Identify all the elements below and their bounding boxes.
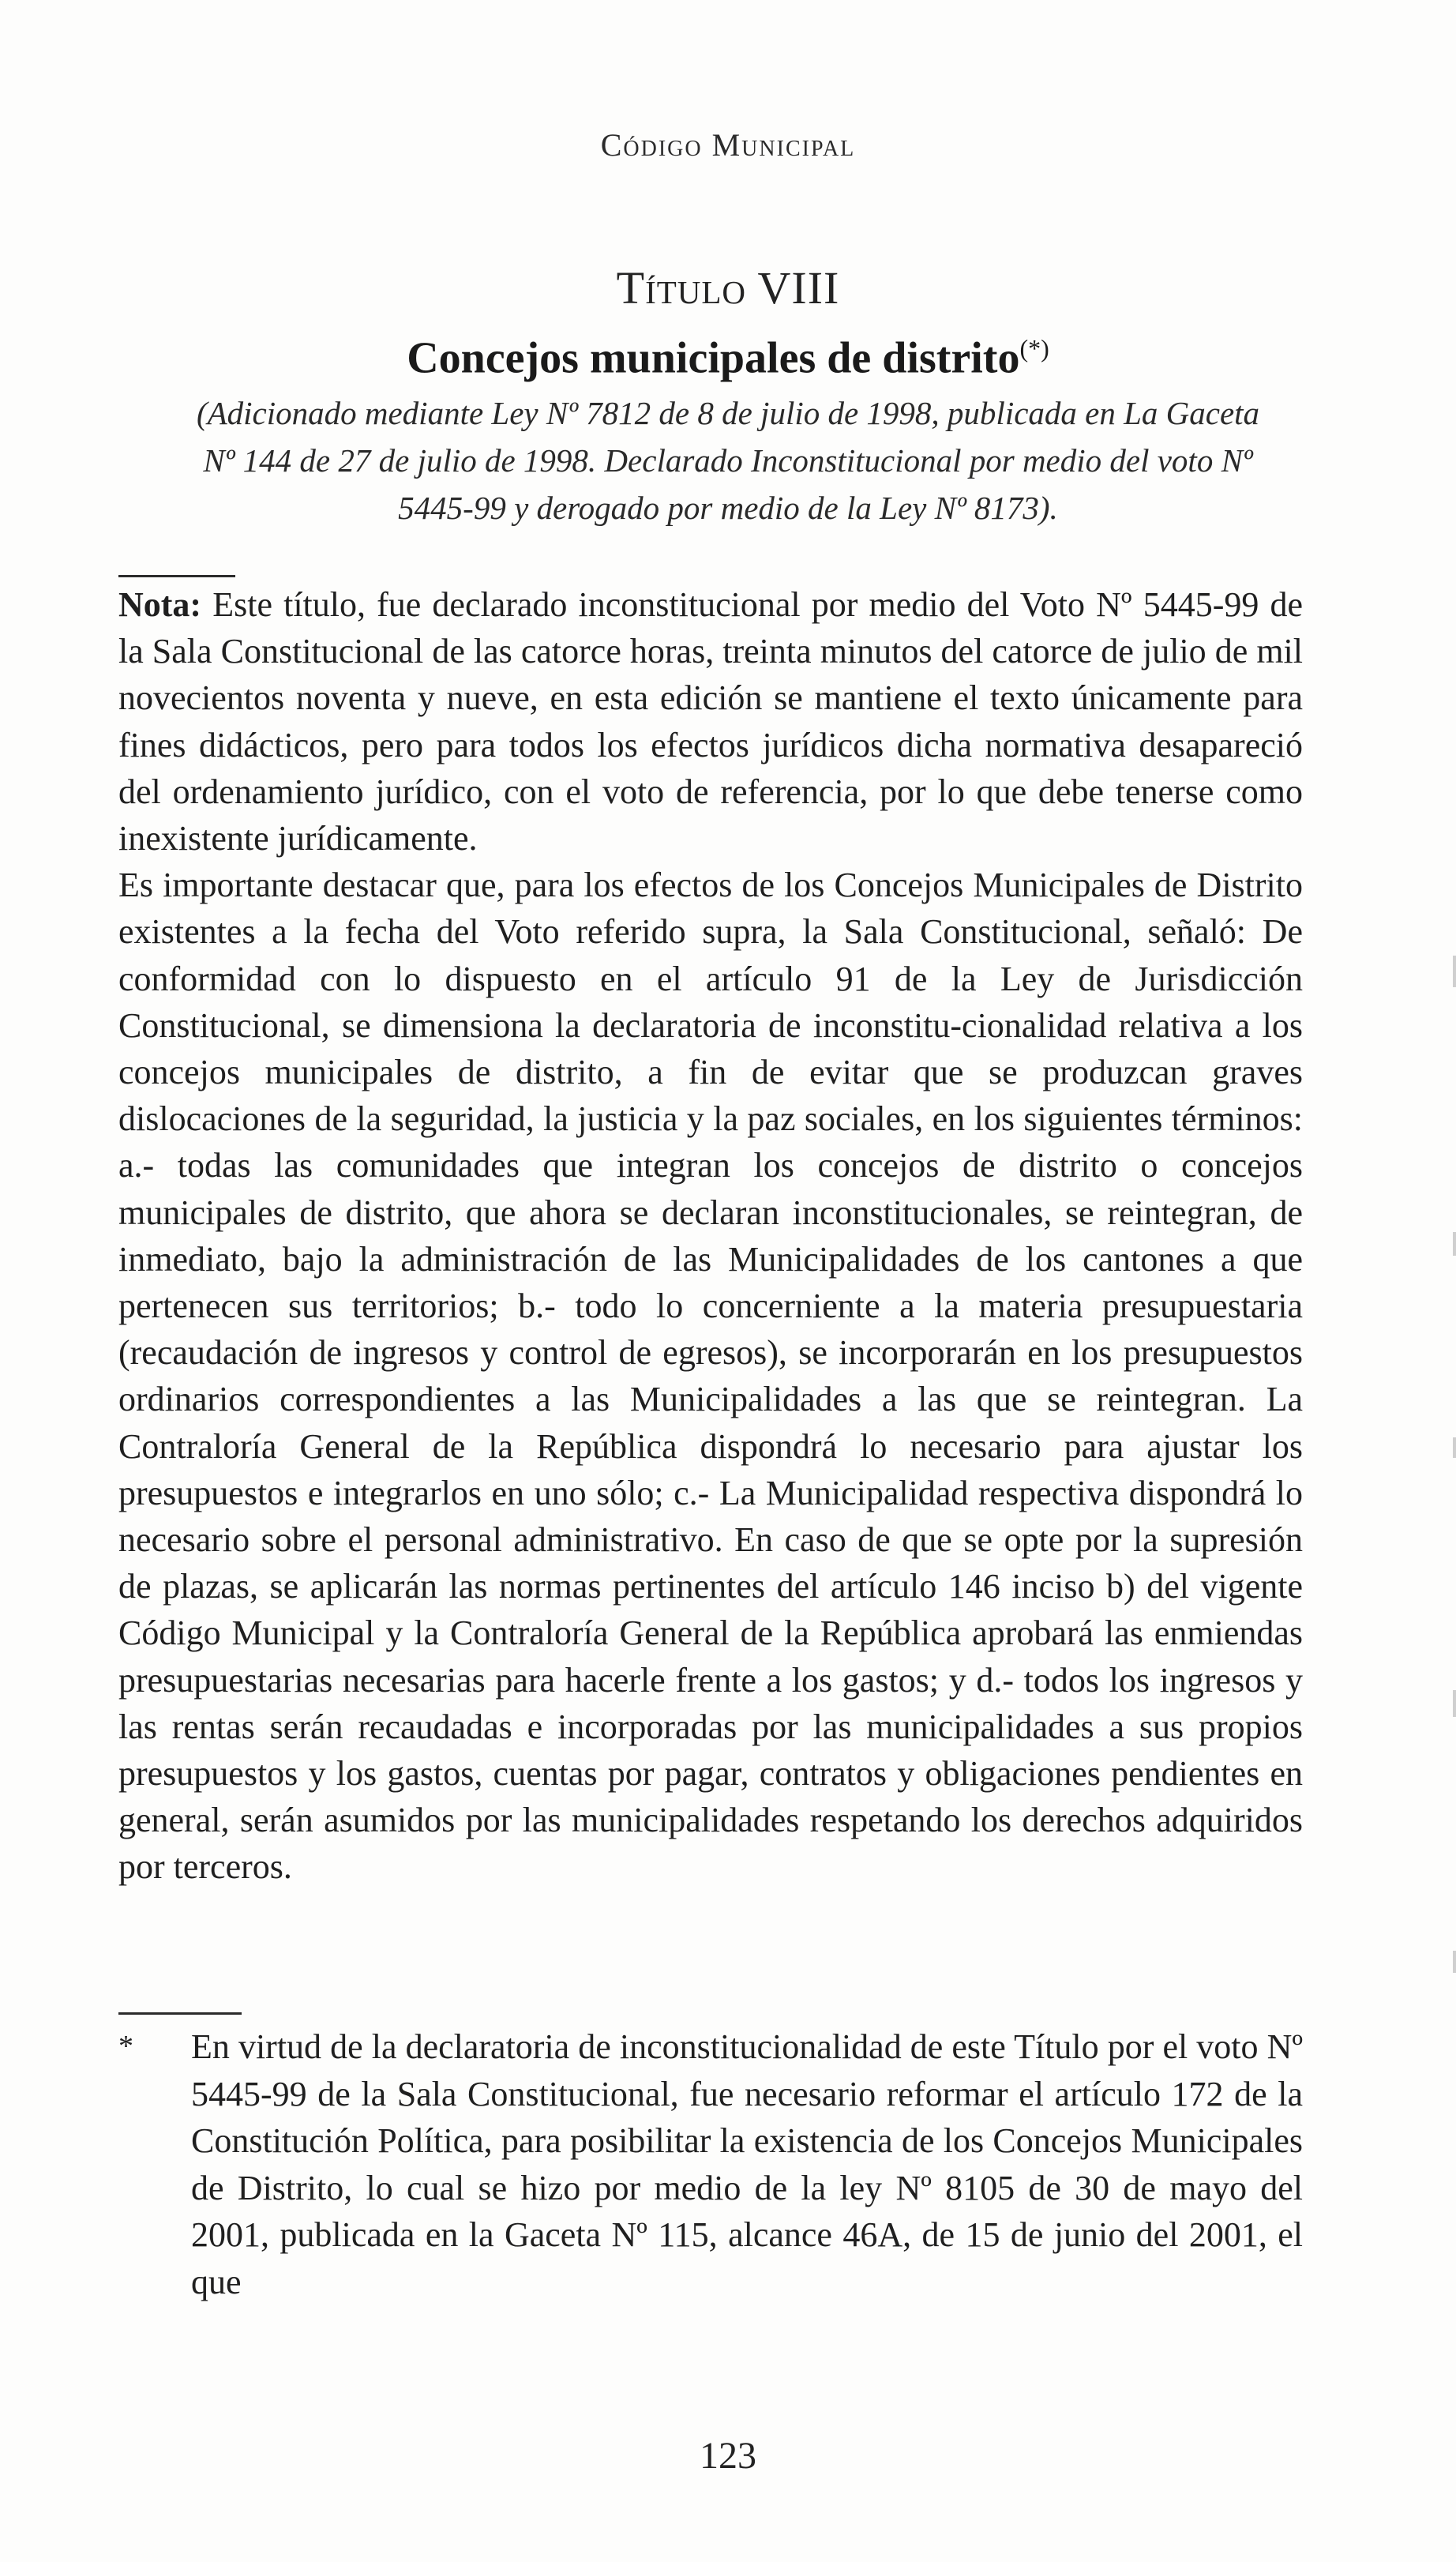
- page-number: 123: [700, 2435, 756, 2477]
- title-heading-text: Concejos municipales de distrito: [407, 333, 1020, 383]
- note-separator-rule: [118, 575, 235, 577]
- note-paragraph-2: Es importante destacar que, para los efectos de los Concejos Municipales de Distrito existentes a la fecha del Voto referido supra, la Sala Constitucional, señaló: De conformidad con lo dispuesto en el artículo 91 de la Ley de Jurisdicción Constitucional, se dimensiona la declaratoria de inconstitu-cionalidad relativa a los concejos municipales de distrito, a fin de evitar que se produzcan graves dislocaciones de la seguridad, la justicia y la paz sociales, en los siguientes términos: a.- todas las comunidades que integran los concejos de distrito o concejos municipales de distrito, que ahora se declaran inconstitucionales, se reintegran, de inmediato, bajo la administración de las Municipalidades de los cantones a que pertenecen sus territorios; b.- todo lo concerniente a la materia presupuestaria (recaudación de ingresos y control de egresos), se incorporarán en los presupuestos ordinarios correspondientes a las Municipalidades a las que se reintegran. La Contraloría General de la República dispondrá lo necesario para ajustar los presupuestos e integrarlos en uno sólo; c.- La Municipalidad respectiva dispondrá lo necesario sobre el personal administrativo. En caso de que se opte por la supresión de plazas, se aplicarán las normas pertinentes del artículo 146 inciso b) del vigente Código Municipal y la Contraloría General de la República aprobará las enmiendas presupuestarias necesarias para hacerle frente a los gastos; y d.- todos los ingresos y las rentas serán recaudadas e incorporadas por las municipalidades a sus propios presupuestos y los gastos, cuentas por pagar, contratos y obligaciones pendientes en general, serán asumidos por las municipalidades respetando los derechos adquiridos por terceros.: [118, 866, 1303, 1887]
- running-header: Código Municipal: [600, 127, 856, 163]
- note-label: Nota:: [118, 585, 202, 624]
- footnote: [118, 2023, 1303, 2305]
- scan-edge-mark: [1453, 1690, 1456, 1717]
- note-paragraph-1-text: Este título, fue declarado inconstitucional por medio del Voto Nº 5445-99 de la Sala Constitucional de las catorce horas, treinta minutos del catorce de julio de mil novecientos noventa y nueve, en esta edición se mantiene el texto únicamente para fines didácticos, pero para todos los efectos jurídicos dicha normativa desapareció del ordenamiento jurídico, con el voto de referencia, por lo que debe tenerse como inexistente jurídicamente.: [118, 585, 1303, 858]
- title-subtitle: (Adicionado mediante Ley Nº 7812 de 8 de julio de 1998, publicada en La Gaceta Nº 144 de 27 de julio de 1998. Declarado Inconstitucional por medio del voto Nº 5445-99 y derogado por medio de la Ley Nº 8173).: [196, 394, 1260, 526]
- note-paragraph-1: [118, 581, 1303, 862]
- footnote-marker: *: [118, 2030, 133, 2063]
- note-section: [118, 581, 1303, 1891]
- scan-edge-mark: [1453, 1232, 1456, 1256]
- title-number: Título VIII: [616, 262, 840, 314]
- scan-edge-mark: [1453, 956, 1456, 987]
- footnote-reference: (*): [1019, 334, 1049, 363]
- footnote-text: En virtud de la declaratoria de inconstitucionalidad de este Título por el voto Nº 5445-99 de la Sala Constitucional, fue necesario reformar el artículo 172 de la Constitución Política, para posibilitar la existencia de los Concejos Municipales de Distrito, lo cual se hizo por medio de la ley Nº 8105 de 30 de mayo del 2001, publicada en la Gaceta Nº 115, alcance 46A, de 15 de junio del 2001, el que: [191, 2027, 1303, 2301]
- footnote-separator-rule: [118, 2012, 242, 2015]
- scan-edge-mark: [1453, 1437, 1456, 1458]
- title-block: [118, 261, 1338, 532]
- title-heading: [118, 321, 1338, 386]
- scan-edge-mark: [1453, 1951, 1456, 1973]
